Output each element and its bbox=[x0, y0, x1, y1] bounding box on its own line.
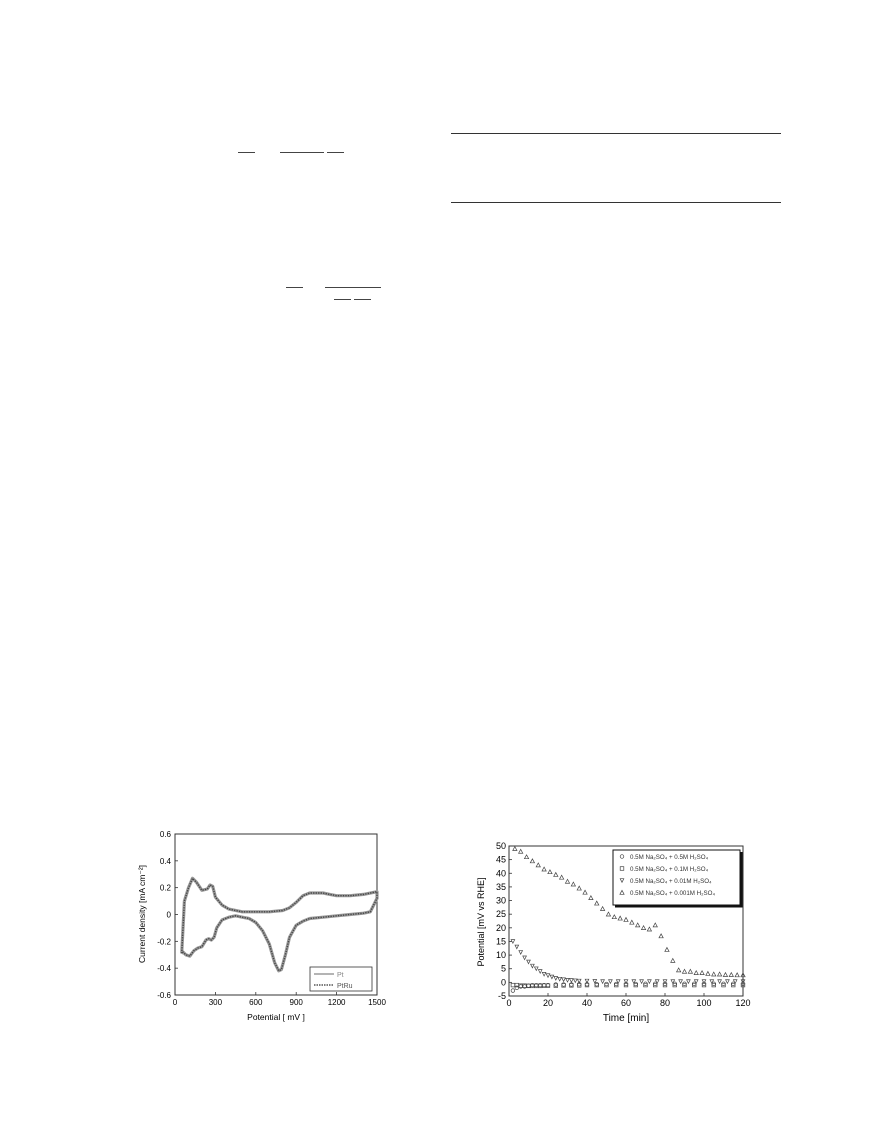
x-tick-label: 20 bbox=[542, 998, 554, 1008]
x-tick-label: 600 bbox=[249, 998, 263, 1007]
x-tick-label: 80 bbox=[659, 998, 671, 1008]
x-axis-label: Time [min] bbox=[602, 1013, 650, 1024]
y-tick-label: 35 bbox=[495, 881, 506, 892]
y-tick-label: 0.2 bbox=[159, 883, 171, 893]
y-axis-label: Potential [mV vs RHE] bbox=[476, 877, 486, 967]
legend-label: 0.5M Na₂SO₄ + 0.1M H₂SO₄ bbox=[630, 866, 709, 873]
x-tick-label: 300 bbox=[208, 998, 223, 1007]
y-tick-label: 30 bbox=[495, 895, 506, 906]
y-tick-label: 0.6 bbox=[159, 830, 171, 839]
y-tick-label: 0.4 bbox=[159, 856, 171, 866]
y-tick-label: -0.6 bbox=[157, 991, 171, 1000]
y-tick-label: -0.4 bbox=[157, 964, 171, 974]
legend-label-pt: Pt bbox=[337, 972, 344, 979]
legend bbox=[310, 967, 372, 991]
x-tick-label: 40 bbox=[581, 998, 593, 1008]
y-tick-label: 45 bbox=[495, 854, 506, 865]
equation-1-fraction-bar bbox=[280, 152, 324, 153]
y-tick-label: 5 bbox=[500, 963, 506, 974]
table-bottom-rule bbox=[451, 202, 781, 203]
x-tick-label: 0 bbox=[172, 998, 178, 1007]
x-tick-label: 1500 bbox=[368, 998, 386, 1007]
y-tick-label: -0.2 bbox=[157, 937, 171, 947]
y-tick-label: 15 bbox=[495, 936, 506, 947]
legend-label-ptru: PtRu bbox=[337, 983, 353, 990]
equation-1-fraction-bar bbox=[327, 152, 344, 153]
equation-2-fraction-bar bbox=[334, 299, 351, 300]
y-tick-label: -5 bbox=[497, 991, 506, 1001]
x-tick-label: 100 bbox=[696, 998, 712, 1008]
potential-time-chart bbox=[470, 838, 760, 1028]
x-tick-label: 900 bbox=[289, 998, 303, 1007]
y-tick-label: 20 bbox=[495, 922, 506, 933]
y-tick-label: 0 bbox=[166, 910, 171, 920]
x-tick-label: 0 bbox=[506, 998, 512, 1008]
x-tick-label: 120 bbox=[735, 998, 751, 1008]
equation-2-fraction-bar bbox=[354, 299, 371, 300]
y-tick-label: 10 bbox=[495, 950, 506, 961]
cyclic-voltammogram-chart bbox=[130, 826, 390, 1026]
x-tick-label: 1200 bbox=[327, 998, 346, 1007]
equation-1-fraction-bar bbox=[238, 152, 255, 153]
y-tick-label: 50 bbox=[495, 841, 506, 851]
y-tick-label: 25 bbox=[495, 909, 506, 920]
y-tick-label: 0 bbox=[500, 977, 506, 988]
equation-2-fraction-bar bbox=[286, 287, 303, 288]
table-top-rule bbox=[451, 133, 781, 134]
equation-2-fraction-bar bbox=[325, 287, 381, 288]
legend bbox=[613, 850, 743, 908]
legend-label: 0.5M Na₂SO₄ + 0.001M H₂SO₄ bbox=[630, 890, 715, 897]
x-axis-label: Potential [ mV ] bbox=[247, 1012, 305, 1022]
y-tick-label: 40 bbox=[495, 868, 506, 879]
legend-label: 0.5M Na₂SO₄ + 0.01M H₂SO₄ bbox=[630, 878, 712, 885]
x-tick-label: 60 bbox=[620, 998, 632, 1008]
y-axis-label: Current density [mA cm⁻²] bbox=[137, 864, 147, 964]
legend-label: 0.5M Na₂SO₄ + 0.5M H₂SO₄ bbox=[630, 854, 709, 861]
